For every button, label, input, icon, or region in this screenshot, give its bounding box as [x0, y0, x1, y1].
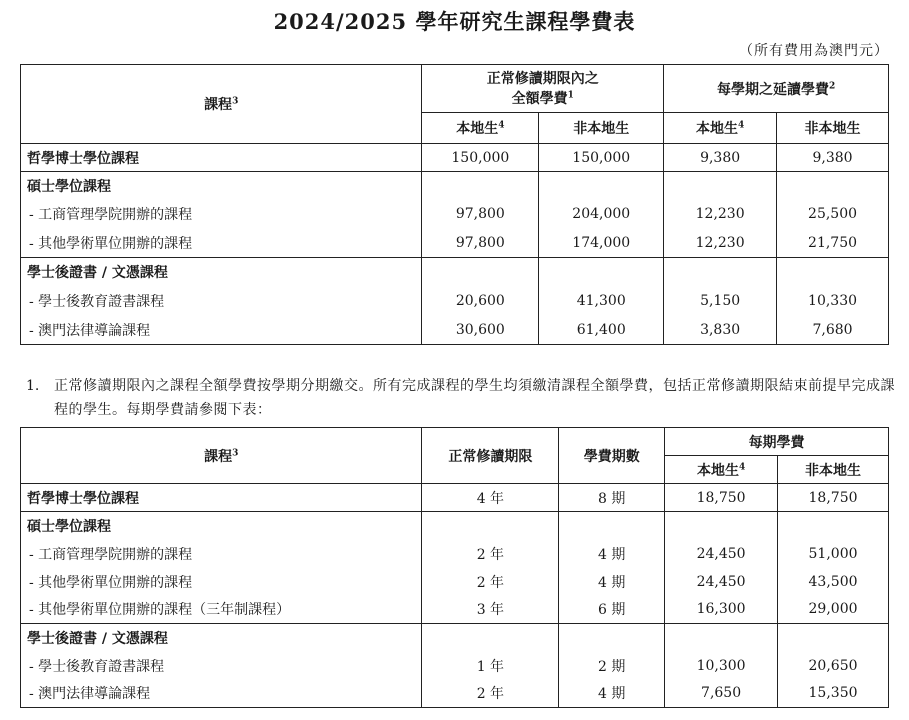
header-local: 本地生$^4$: [422, 113, 539, 144]
header-local: 本地生$^4$: [664, 113, 777, 144]
cell-value: 24,450: [665, 568, 778, 596]
cell-value: 20,600: [422, 287, 539, 316]
cell-value: 97,800: [422, 200, 539, 229]
table-row: [21, 144, 889, 172]
cell-value: 4 年: [422, 484, 559, 512]
cell-value: 5,150: [664, 287, 777, 316]
table-row: [21, 316, 889, 345]
table-row: [21, 568, 889, 596]
table-row: [21, 596, 889, 624]
row-label: - 其他學術單位開辦的課程: [21, 229, 422, 258]
cell-value: 10,330: [777, 287, 889, 316]
installment-fee-table: [20, 427, 889, 708]
row-label: - 工商管理學院開辦的課程: [21, 200, 422, 229]
cell-value: 61,400: [539, 316, 664, 345]
cell-value: 24,450: [665, 540, 778, 568]
category-label: 碩士學位課程: [21, 512, 422, 540]
row-label: - 學士後教育證書課程: [21, 287, 422, 316]
cell-value: 16,300: [665, 596, 778, 624]
cell-value: 43,500: [778, 568, 889, 596]
cell-value: 4 期: [559, 568, 665, 596]
header-course: 課程$^3$: [21, 65, 422, 144]
header-normal-period: 正常修讀期限: [422, 428, 559, 484]
table-row: [21, 512, 889, 540]
cell-value: 8 期: [559, 484, 665, 512]
cell-value: 2 年: [422, 680, 559, 708]
table-row: [21, 680, 889, 708]
cell-value: 4 期: [559, 540, 665, 568]
currency-note: （所有費用為澳門元）: [739, 43, 889, 59]
cell-value: 9,380: [664, 144, 777, 172]
cell-value: 3 年: [422, 596, 559, 624]
header-nonlocal: 非本地生: [539, 113, 664, 144]
header-course: 課程$^3$: [21, 428, 422, 484]
cell-value: 25,500: [777, 200, 889, 229]
cell-value: 7,650: [665, 680, 778, 708]
row-label: - 工商管理學院開辦的課程: [21, 540, 422, 568]
category-label: 學士後證書 / 文憑課程: [21, 624, 422, 652]
table-row: [21, 287, 889, 316]
cell-value: 2 期: [559, 652, 665, 680]
cell-value: 21,750: [777, 229, 889, 258]
table-row: [21, 200, 889, 229]
header-per-term-fee: 每期學費: [665, 428, 889, 456]
cell-value: 6 期: [559, 596, 665, 624]
row-label: - 其他學術單位開辦的課程（三年制課程）: [21, 596, 422, 624]
cell-value: 150,000: [422, 144, 539, 172]
footnote-text: 正常修讀期限內之課程全額學費按學期分期繳交。所有完成課程的學生均須繳清課程全額學費，包括正常修讀期限結束前提早完成課程的學生。每期學費請參閱下表：: [54, 378, 895, 418]
cell-value: 204,000: [539, 200, 664, 229]
table-row: [21, 229, 889, 258]
footnote-1: [26, 374, 896, 422]
cell-value: 18,750: [778, 484, 889, 512]
cell-value: 174,000: [539, 229, 664, 258]
table-row: [21, 484, 889, 512]
table-row: [21, 652, 889, 680]
cell-value: 150,000: [539, 144, 664, 172]
table-row: [21, 258, 889, 287]
row-label: 哲學博士學位課程: [21, 484, 422, 512]
header-nonlocal: 非本地生: [777, 113, 889, 144]
cell-value: 9,380: [777, 144, 889, 172]
row-label: - 學士後教育證書課程: [21, 652, 422, 680]
row-label: 哲學博士學位課程: [21, 144, 422, 172]
row-label: - 其他學術單位開辦的課程: [21, 568, 422, 596]
cell-value: 20,650: [778, 652, 889, 680]
table-row: [21, 624, 889, 652]
cell-value: 2 年: [422, 568, 559, 596]
cell-value: 97,800: [422, 229, 539, 258]
cell-value: 12,230: [664, 229, 777, 258]
category-label: 學士後證書 / 文憑課程: [21, 258, 422, 287]
cell-value: 7,680: [777, 316, 889, 345]
cell-value: 1 年: [422, 652, 559, 680]
header-extension-fee: 每學期之延讀學費$^2$: [664, 65, 889, 113]
cell-value: 18,750: [665, 484, 778, 512]
page-title: 2024/2025 學年研究生課程學費表: [273, 9, 636, 34]
cell-value: 2 年: [422, 540, 559, 568]
cell-value: 30,600: [422, 316, 539, 345]
cell-value: 10,300: [665, 652, 778, 680]
cell-value: 12,230: [664, 200, 777, 229]
cell-value: 29,000: [778, 596, 889, 624]
row-label: - 澳門法律導論課程: [21, 316, 422, 345]
cell-value: 51,000: [778, 540, 889, 568]
row-label: - 澳門法律導論課程: [21, 680, 422, 708]
footnote-number: 1.: [26, 378, 40, 394]
header-normal-full-fee: 正常修讀期限內之 全額學費$^1$: [422, 65, 664, 113]
table-row: [21, 540, 889, 568]
tuition-fee-table: [20, 64, 889, 345]
header-nonlocal: 非本地生: [778, 456, 889, 484]
cell-value: 4 期: [559, 680, 665, 708]
cell-value: 15,350: [778, 680, 889, 708]
category-label: 碩士學位課程: [21, 172, 422, 200]
table-row: [21, 172, 889, 200]
header-local: 本地生$^4$: [665, 456, 778, 484]
cell-value: 3,830: [664, 316, 777, 345]
header-installments: 學費期數: [559, 428, 665, 484]
cell-value: 41,300: [539, 287, 664, 316]
